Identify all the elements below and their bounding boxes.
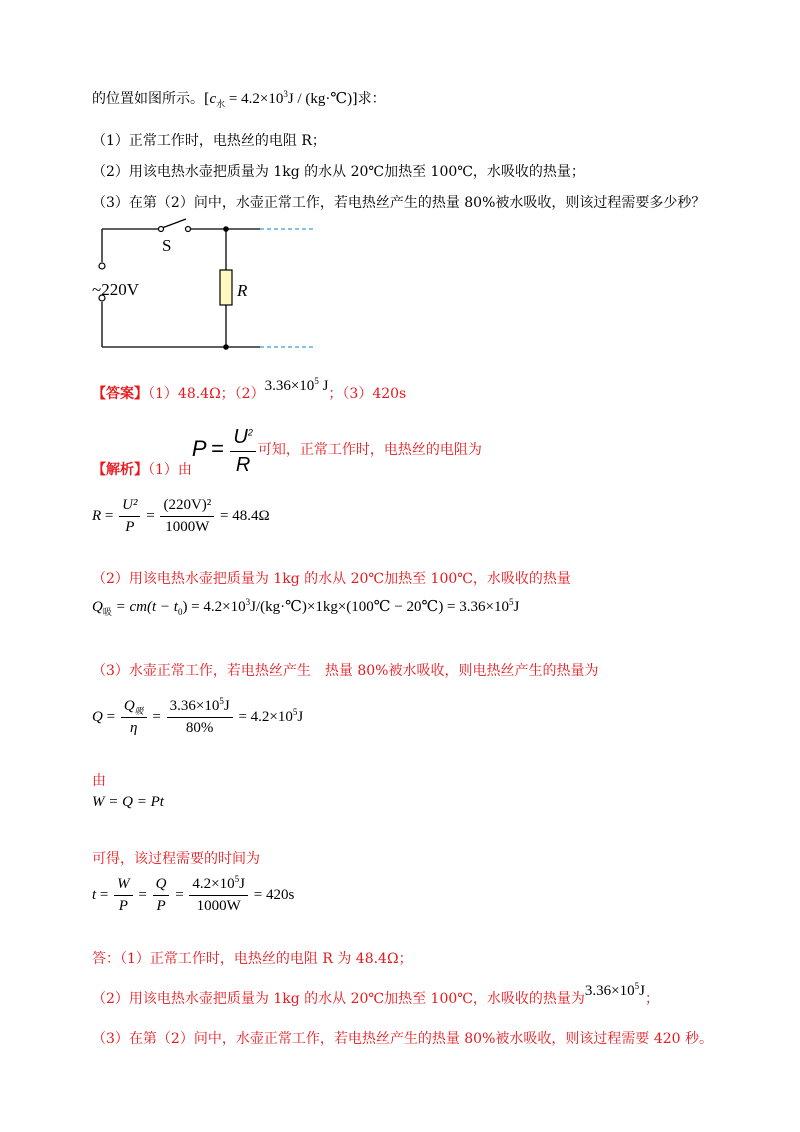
equation-total-heat: Q = $\frac{Q_吸}{\eta}$ = $\frac{3.36\times 10^5J}{80\%}$ = $4.2\times 10^5J$ [92,696,304,736]
analysis-line [92,426,482,477]
junction-top-icon [223,226,229,232]
equation-time: t = $\frac{W}{P}$ = $\frac{Q}{P}$ = $\frac{4.2\times 10^5J}{1000W}$ = 420s [92,874,295,914]
switch-pivot-icon [159,227,164,232]
question-3: （3）在第（2）问中，水壶正常工作，若电热丝产生的热量 80%被水吸收，则该过程需要多少秒？ [92,195,706,211]
power-formula: P = $\frac{U^2}{R}$ [192,444,258,460]
conclusion-heat-value: $3.36\times 10^5J$ [584,981,645,999]
intro-specific-heat: $c_水 = 4.2\times 10^3J$ / (kg·℃) [209,89,353,109]
intro-text-after: ]求： [352,91,386,107]
answer-part1: （1）48.4Ω；（2） [148,386,265,402]
answer-separator: ； [328,386,343,402]
answer-line [92,376,407,403]
conclusion-line2: （2）用该电热水壶把质量为 1kg 的水从 20℃加热至 100℃，水吸收的热量为$3.36\times 10^5J$； [92,981,659,1007]
question-2: （2）用该电热水壶把质量为 1kg 的水从 20℃加热至 100℃，水吸收的热量； [92,164,585,180]
conclusion-line1: 答：（1）正常工作时，电热丝的电阻 R 为 48.4Ω； [92,951,413,967]
junction-bottom-icon [223,344,229,350]
switch-lever [162,219,186,228]
switch-contact-icon [186,227,191,232]
conclusion-line3: （3）在第（2）问中，水壶正常工作，若电热丝产生的热量 80%被水吸收，则该过程需要 420 秒。 [92,1031,714,1047]
equation-resistance: R = $\frac{\text{U²}}{P}$ = $\frac{\text{(220V)²}}{1000W}$ = 48.4Ω [92,497,270,535]
answer-tag: 【答案】 [92,386,148,402]
question-1: （1）正常工作时，电热丝的电阻 R； [92,133,326,149]
equation-heat-absorbed: $Q_吸 = cm(t - t_0)$ = $4.2\times 10^3J/(kg\cdot℃)\times 1kg\times(100℃$ − 20℃) = $3.36\times 10^5J$ [92,597,520,617]
intro-text-before: 的位置如图所示。[ [92,91,210,107]
analysis-step2: （2）用该电热水壶把质量为 1kg 的水从 20℃加热至 100℃，水吸收的热量 [92,571,571,587]
terminal-top-icon [99,263,105,269]
voltage-label: ~220V [92,280,139,299]
equation-work: W = Q = Pt [92,794,164,810]
intro-line [92,88,386,108]
switch-label: S [162,236,172,255]
answer-part3: （3）420s [342,386,407,402]
analysis-lead-after: 可知，正常工作时，电热丝的电阻为 [257,441,482,458]
analysis-lead: （1）由 [148,461,192,478]
resistor-icon [220,270,232,305]
resistor-label: R [237,281,248,300]
analysis-by: 由 [92,773,106,789]
analysis-tag: 【解析】 [92,461,148,478]
analysis-step3: （3）水壶正常工作，若电热丝产生 热量 80%被水吸收，则电热丝产生的热量为 [92,663,599,679]
analysis-step4: 可得，该过程需要的时间为 [92,851,260,867]
answer-value2: $3.36\times 10^5$ J [264,376,329,394]
